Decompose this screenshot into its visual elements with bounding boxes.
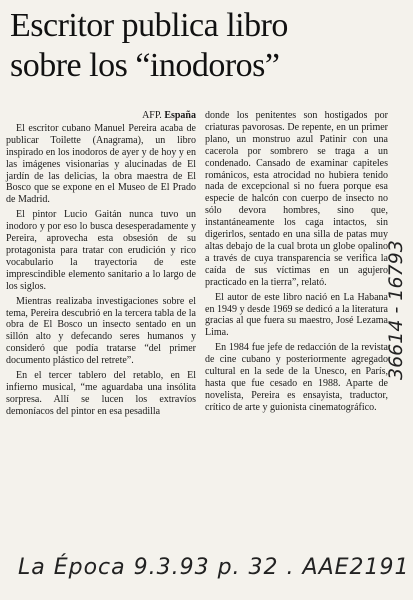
byline-place: España	[164, 110, 196, 121]
left-column	[6, 110, 196, 421]
paragraph: donde los penitentes son hostigados por criaturas pavorosas. De repente, en un primer plano, un monstruo azul Patinir con una cacerola por sombrero se traga a un condenado. Cansado de examinar capiteles románicos, esta atrocidad no hubiera tenido nada de excepcional si no fuera porque esa especie de halcón con cuerpo de insecto no sólo devora hombres, sino que, instantáneamente los caga intactos, sin digerirlos, sentado en una silla de patas muy altas debajo de la cual brota un globe opalino a través de cuya transparencia se verifica la caída de sus víctimas en un agujero practicado en la tierra”, relató.	[205, 110, 388, 288]
right-column	[205, 110, 388, 417]
headline-line-2: sobre los “inodoros”	[10, 47, 280, 84]
paragraph: El escritor cubano Manuel Pereira acaba de publicar Toilette (Anagrama), un libro inspirado en los inodoros de ayer y de hoy y en las imágenes visionarias y alucinadas de El jardín de las delicias, la obra maestra de El Bosco que se expone en el Museo de El Prado de Madrid.	[6, 122, 196, 206]
paragraph: En 1984 fue jefe de redacción de la revista de cine cubano y posteriormente agregado cultural en la sede de la Unesco, en París, hasta que fue cesado en 1988. Aparte de novelista, Pereira es ensayista, traductor, crítico de arte y guionista cinematográfico.	[205, 342, 388, 413]
headline	[10, 6, 380, 86]
handwritten-source-note: La Época 9.3.93 p. 32 . AAE2191	[18, 555, 410, 580]
paragraph: El pintor Lucio Gaitán nunca tuvo un inodoro y por eso lo busca desesperadamente y Pereira, aprovecha esta obsesión de su protagonista para tratar con erudición y rico vocabulario la trayectoria de este imprescindible elemento sanitario a lo largo de los siglos.	[6, 209, 196, 292]
paragraph: Mientras realizaba investigaciones sobre el tema, Pereira descubrió en la tercera tabla de la obra de El Bosco un insecto sentado en un sillón alto y defecando seres humanos y consideró que podía tratarse “del primer documento plástico del retrete”.	[6, 295, 196, 367]
paragraph: El autor de este libro nació en La Habana en 1949 y desde 1969 se dedicó a la literatura gracias al que fuera su maestro, José Lezama Lima.	[205, 291, 388, 339]
headline-line-1: Escritor publica libro	[10, 7, 288, 44]
paragraph: En el tercer tablero del retablo, en El infierno musical, “me aguardaba una insólita sorpresa. Allí se lucen los extravíos demoníacos del pintor en esa pesadilla	[6, 370, 196, 417]
byline	[6, 110, 196, 122]
byline-agency: AFP.	[142, 110, 162, 121]
handwritten-margin-note: 36614 - 16793	[385, 240, 407, 380]
